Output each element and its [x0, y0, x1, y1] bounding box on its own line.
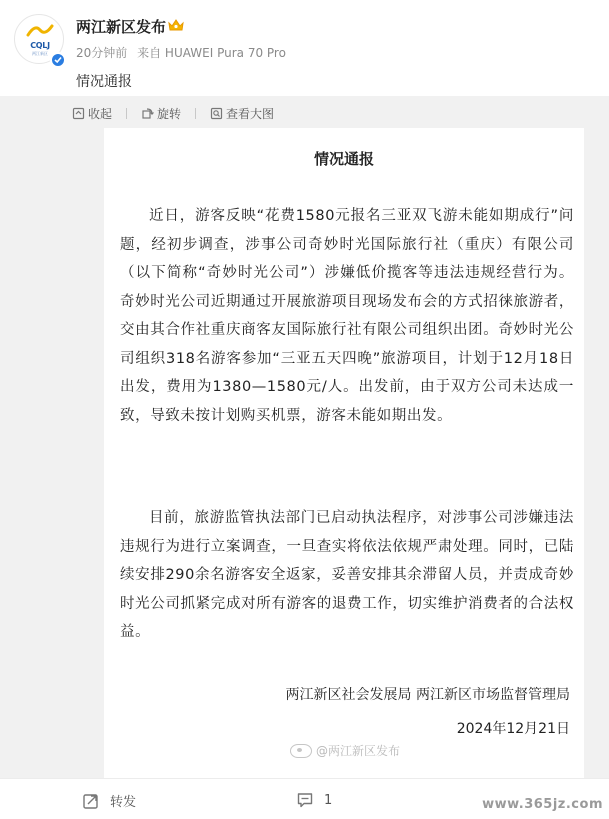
- watermark: [290, 742, 400, 759]
- magnify-icon: [210, 107, 223, 120]
- view-large-label: 查看大图: [226, 106, 275, 121]
- notice-paragraph-1: 近日，游客反映“花费1580元报名三亚双飞游未能如期成行”问题，经初步调查，涉事公司奇妙时光国际旅行社（重庆）有限公司（以下简称“奇妙时光公司”）涉嫌低价揽客等违法违规经营行为。奇妙时光公司近期通过开展旅游项目现场发布会的方式招徕旅游者，交由其合作社重庆商客友国际旅行社有限公司组织出团。奇妙时光公司组织318名游客参加“三亚五天四晚”旅游项目，计划于12月18日出发，费用为1380—1580元/人。出发前，由于双方公司未达成一致，导致未按计划购买机票，游客未能如期出发。: [120, 208, 574, 424]
- comment-icon: [296, 791, 314, 809]
- collapse-icon: [72, 107, 85, 120]
- post-text: 情况通报: [76, 74, 132, 90]
- account-name[interactable]: 两江新区发布: [76, 18, 167, 36]
- collapse-label: 收起: [88, 106, 113, 121]
- weibo-icon: [290, 744, 312, 758]
- notice-signature: 两江新区社会发展局 两江新区市场监督管理局: [285, 687, 570, 703]
- crown-icon: [167, 17, 185, 33]
- image-toolbar: [72, 104, 288, 122]
- collapse-button[interactable]: [72, 105, 112, 122]
- comment-count: 1: [324, 792, 333, 808]
- rotate-icon: [141, 107, 154, 120]
- toolbar-divider: [126, 108, 127, 119]
- verified-icon: [50, 52, 66, 68]
- notice-paragraph-2: 目前，旅游监管执法部门已启动执法程序，对涉事公司涉嫌违法违规行为进行立案调查，一旦查实将依法依规严肃处理。同时，已陆续安排290余名游客安全返家，妥善安排其余滞留人员，并责成奇妙时光公司抓紧完成对所有游客的退费工作，切实维护消费者的合法权益。: [120, 510, 574, 640]
- logo-icon: [25, 24, 55, 38]
- logo-subtext: 两江新区: [32, 51, 48, 56]
- logo-text: CQLJ: [30, 41, 50, 50]
- comment-button[interactable]: [296, 791, 332, 809]
- notice-date: 2024年12月21日: [456, 721, 570, 737]
- notice-title: 情况通报: [313, 150, 374, 168]
- repost-label: 转发: [110, 795, 137, 810]
- post-meta: [76, 44, 292, 61]
- notice-image[interactable]: [104, 128, 584, 778]
- repost-icon: [82, 792, 100, 810]
- site-watermark: www.365jz.com: [482, 797, 603, 812]
- repost-button[interactable]: [82, 791, 136, 810]
- view-large-button[interactable]: [210, 105, 274, 122]
- post-header: [0, 0, 609, 96]
- action-bar: [0, 778, 609, 819]
- rotate-label: 旋转: [157, 106, 182, 121]
- post-time: 20分钟前: [76, 46, 128, 60]
- post-source: 来自 HUAWEI Pura 70 Pro: [137, 46, 286, 60]
- toolbar-divider: [195, 108, 196, 119]
- rotate-button[interactable]: [141, 105, 181, 122]
- watermark-text: @两江新区发布: [316, 744, 401, 758]
